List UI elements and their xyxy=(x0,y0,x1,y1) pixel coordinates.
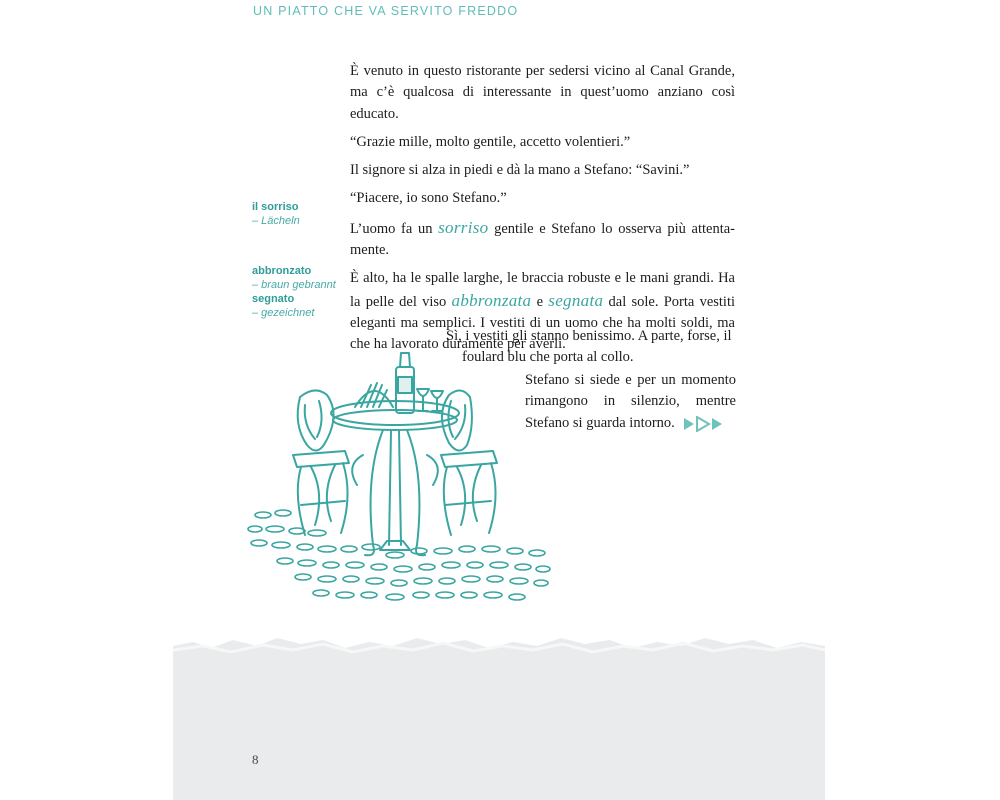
torn-paper-edge xyxy=(173,628,825,800)
glossary-term: segnato xyxy=(252,293,295,305)
glossary-entry-sorriso xyxy=(252,200,300,228)
paragraph: “Piacere, io sono Stefano.” xyxy=(350,190,507,207)
keyword-segnata: segnata xyxy=(548,290,604,310)
text-run: L’uomo fa un xyxy=(350,220,439,237)
glossary-translation: – gezeichnet xyxy=(252,307,315,319)
story-text xyxy=(350,61,735,363)
paragraph: Il signore si alza in piedi e dà la mano a Stefano: “Savini.” xyxy=(350,162,690,179)
cobblestones xyxy=(248,510,550,600)
text-run: È alto, ha le spalle larghe, le braccia robuste e le mani grandi. Ha la pelle del viso xyxy=(350,270,735,310)
paragraph-silenzio: Stefano si siede e per un momento rimangono in silenzio, mentre Stefano si guarda intorno. xyxy=(525,372,736,431)
left-chair xyxy=(293,390,349,535)
right-chair xyxy=(441,390,497,535)
glossary-term: il sorriso xyxy=(252,201,299,213)
paragraph: È venuto in questo ristorante per sedersi vicino al Canal Grande, ma c’è qualcosa di interessante in quest’uomo anziano così educato. xyxy=(350,63,735,122)
keyword-abbronzata: abbronzata xyxy=(451,290,532,310)
text-run: dal sole. Porta vestiti eleganti ma semplici. I vestiti di un uomo che ha molti soldi, ma che ha lavorato duramente per averli. xyxy=(350,293,736,353)
glossary-translation: – braun gebrannt xyxy=(252,279,336,291)
running-title: UN PIATTO CHE VA SERVITO FREDDO xyxy=(253,4,519,18)
text-run: e xyxy=(531,293,549,310)
glossary-translation: – Lächeln xyxy=(252,215,300,227)
page-number: 8 xyxy=(252,752,259,767)
text-run: gentile e Stefano lo osserva più attenta-mente. xyxy=(350,220,736,259)
keyword-sorriso: sorriso xyxy=(438,217,489,237)
glossary-entry-segnato xyxy=(252,292,314,320)
cafe-table-chairs-illustration xyxy=(245,345,555,607)
continue-arrows-icon xyxy=(684,416,724,432)
triple-triangle-arrows-icon xyxy=(684,416,724,432)
glossary-entry-abbronzato xyxy=(252,264,336,292)
text-line: Sì, i vestiti gli stanno benissimo. A parte, forse, il xyxy=(446,328,732,344)
text-line: foulard blu che porta al collo. xyxy=(462,349,634,366)
glass-icon xyxy=(417,389,429,411)
paragraph xyxy=(350,217,735,262)
glass-icon xyxy=(431,391,443,411)
glossary-term: abbronzato xyxy=(252,265,312,277)
paragraph: “Grazie mille, molto gentile, accetto volentieri.” xyxy=(350,133,631,150)
